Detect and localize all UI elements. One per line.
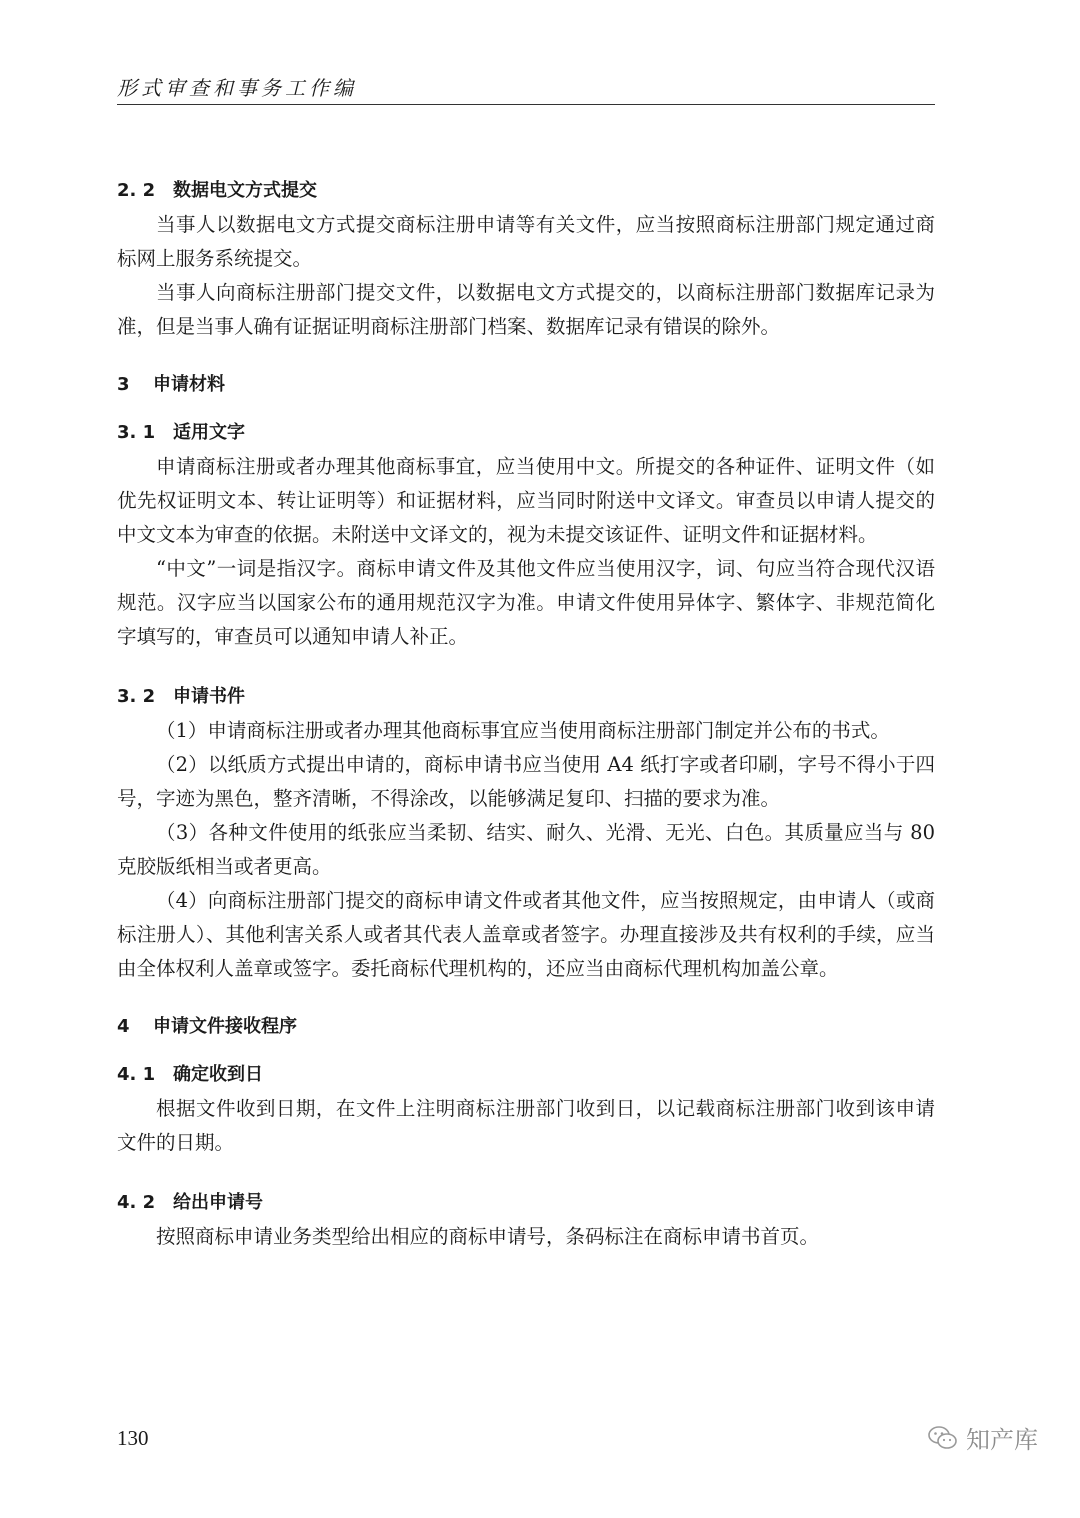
paragraph: 按照商标申请业务类型给出相应的商标申请号，条码标注在商标申请书首页。 [156, 1225, 820, 1248]
section-heading-4 [117, 1010, 935, 1044]
page-content [117, 174, 935, 1254]
section-heading-2-2 [117, 174, 935, 208]
section-number: 2. 2 [117, 180, 156, 201]
section-heading-3-1 [117, 416, 935, 450]
section-title: 数据电文方式提交 [173, 180, 317, 201]
section-number: 3 [117, 374, 130, 395]
section-number: 4 [117, 1016, 130, 1037]
list-item: （1）申请商标注册或者办理其他商标事宜应当使用商标注册部门制定并公布的书式。 [156, 719, 890, 742]
section-number: 3. 1 [117, 422, 156, 443]
section-number: 4. 2 [117, 1192, 156, 1213]
running-header: 形式审查和事务工作编 [117, 76, 357, 100]
list-item: （2）以纸质方式提出申请的，商标申请书应当使用 A4 纸打字或者印刷，字号不得小于四号，字迹为黑色，整齐清晰，不得涂改，以能够满足复印、扫描的要求为准。 [117, 753, 935, 810]
section-title: 申请书件 [173, 686, 245, 707]
paragraph: 当事人以数据电文方式提交商标注册申请等有关文件，应当按照商标注册部门规定通过商标网上服务系统提交。 [117, 213, 935, 270]
watermark-text: 知产库 [966, 1426, 1038, 1454]
list-item: （4）向商标注册部门提交的商标申请文件或者其他文件，应当按照规定，由申请人（或商标注册人）、其他利害关系人或者其代表人盖章或者签字。办理直接涉及共有权利的手续，应当由全体权利人盖章或签字。委托商标代理机构的，还应当由商标代理机构加盖公章。 [117, 889, 935, 980]
list-item: （3）各种文件使用的纸张应当柔韧、结实、耐久、光滑、无光、白色。其质量应当与 80 克胶版纸相当或者更高。 [117, 821, 935, 878]
section-heading-3-2 [117, 680, 935, 714]
section-heading-3 [117, 368, 935, 402]
section-title: 给出申请号 [173, 1192, 263, 1213]
paragraph: 根据文件收到日期，在文件上注明商标注册部门收到日，以记载商标注册部门收到该申请文件的日期。 [117, 1097, 935, 1154]
paragraph: 当事人向商标注册部门提交文件，以数据电文方式提交的，以商标注册部门数据库记录为准，但是当事人确有证据证明商标注册部门档案、数据库记录有错误的除外。 [117, 281, 935, 338]
section-title: 申请材料 [153, 374, 225, 395]
section-number: 3. 2 [117, 686, 156, 707]
paragraph: 申请商标注册或者办理其他商标事宜，应当使用中文。所提交的各种证件、证明文件（如优先权证明文本、转让证明等）和证据材料，应当同时附送中文译文。审查员以申请人提交的中文文本为审查的依据。未附送中文译文的，视为未提交该证件、证明文件和证据材料。 [117, 455, 935, 546]
header-rule [117, 104, 935, 105]
section-heading-4-1 [117, 1058, 935, 1092]
section-number: 4. 1 [117, 1064, 156, 1085]
section-title: 申请文件接收程序 [153, 1016, 297, 1037]
page-number: 130 [117, 1426, 149, 1450]
section-title: 适用文字 [173, 422, 245, 443]
section-heading-4-2 [117, 1186, 935, 1220]
watermark [928, 1420, 1038, 1455]
section-title: 确定收到日 [173, 1064, 263, 1085]
paragraph: “中文”一词是指汉字。商标申请文件及其他文件应当使用汉字，词、句应当符合现代汉语规范。汉字应当以国家公布的通用规范汉字为准。申请文件使用异体字、繁体字、非规范简化字填写的，审查员可以通知申请人补正。 [117, 557, 935, 648]
wechat-icon [928, 1425, 958, 1451]
